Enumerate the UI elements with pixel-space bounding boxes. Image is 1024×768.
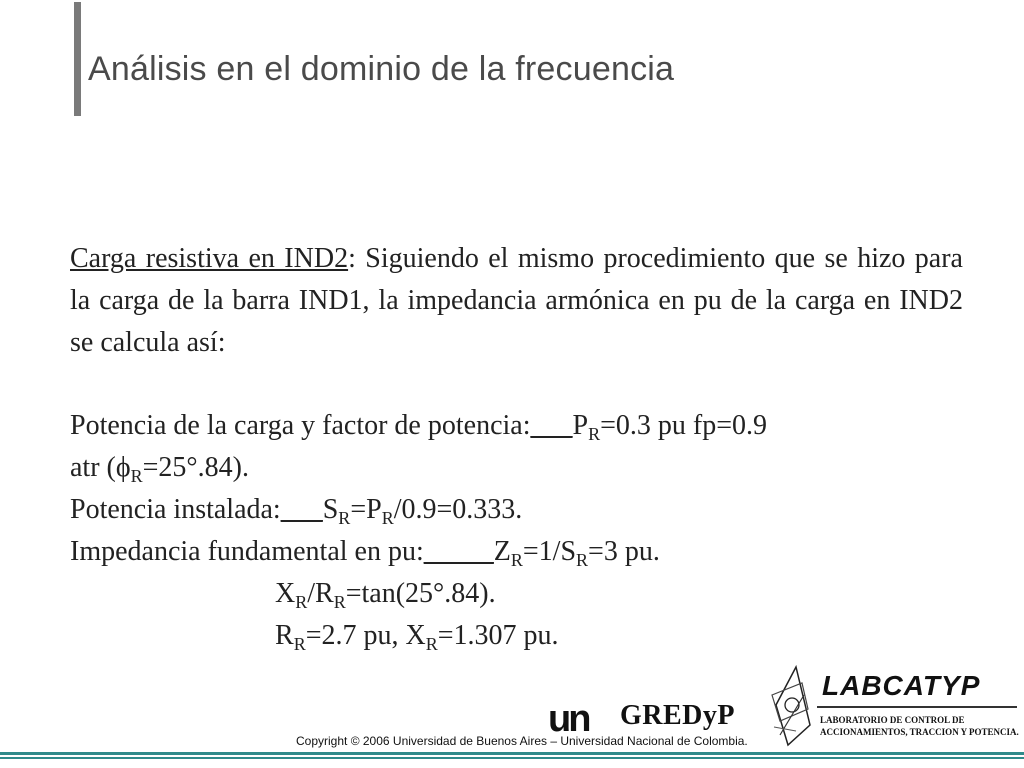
zr-subscript: R <box>510 550 523 570</box>
xr-symbol: X <box>275 578 296 609</box>
pr-symbol: P <box>572 410 589 441</box>
blank-line: ___ <box>280 494 323 525</box>
zr-value: =3 pu. <box>588 536 660 567</box>
power-factor-line <box>70 410 767 442</box>
labcatyp-subtitle <box>820 714 1019 738</box>
sr-subscript: R <box>338 508 351 528</box>
xr-subscript: R <box>425 634 438 654</box>
pr-value: =0.3 pu fp=0.9 <box>600 410 767 441</box>
blank-line: ___ <box>530 410 573 441</box>
phi-value: =25°.84). <box>142 452 249 483</box>
labcatyp-subtitle-line2: ACCIONAMIENTOS, TRACCION Y POTENCIA. <box>820 727 1019 737</box>
slide-title: Análisis en el dominio de la frecuencia <box>88 50 675 88</box>
gredyp-logo: GREDyP <box>620 700 735 731</box>
xr-value: =1.307 pu. <box>437 620 559 651</box>
sr-symbol: =1/S <box>522 536 577 567</box>
power-factor-label: Potencia de la carga y factor de potencia: <box>70 410 531 441</box>
un-logo: un <box>548 698 589 740</box>
ratio-value: =tan(25°.84). <box>345 578 496 609</box>
labcatyp-subtitle-line1: LABORATORIO DE CONTROL DE <box>820 715 965 725</box>
phi-symbol: ϕ <box>115 452 131 483</box>
intro-heading: Carga resistiva en IND2 <box>70 243 349 274</box>
installed-power-line <box>70 494 522 526</box>
zr-symbol: Z <box>493 536 511 567</box>
sr-value: /0.9=0.333. <box>393 494 523 525</box>
sr-symbol: S <box>322 494 339 525</box>
pr-symbol: =P <box>350 494 382 525</box>
rr-xr-values-line <box>275 620 559 652</box>
phi-subscript: R <box>130 466 143 486</box>
sr-subscript: R <box>576 550 589 570</box>
rr-symbol: R <box>275 620 294 651</box>
atr-label: atr ( <box>70 452 116 483</box>
xr-subscript: R <box>295 592 308 612</box>
pr-subscript: R <box>588 424 601 444</box>
footer-rule-top <box>0 752 1024 755</box>
impedance-label: Impedancia fundamental en pu: <box>70 536 424 567</box>
copyright-notice: Copyright © 2006 Universidad de Buenos Aires – Universidad Nacional de Colombia. <box>296 734 748 748</box>
fundamental-impedance-line <box>70 536 660 568</box>
labcatyp-emblem-icon <box>766 665 816 749</box>
rr-symbol: /R <box>307 578 334 609</box>
intro-paragraph <box>70 238 963 364</box>
footer-rule-bottom <box>0 757 1024 759</box>
rr-subscript: R <box>293 634 306 654</box>
labcatyp-divider <box>817 706 1017 708</box>
intro-text: : Siguiendo el mismo procedimiento que se hizo para la carga de la barra IND1, la impedancia armónica en pu de la carga en IND2 se calcula así: <box>70 243 963 358</box>
pr-subscript: R <box>381 508 394 528</box>
blank-line: _____ <box>423 536 494 567</box>
installed-power-label: Potencia instalada: <box>70 494 281 525</box>
rr-subscript: R <box>333 592 346 612</box>
xr-rr-ratio-line <box>275 578 496 610</box>
rr-value: =2.7 pu, X <box>305 620 426 651</box>
labcatyp-logo: LABCATYP <box>822 670 981 701</box>
title-accent-bar <box>74 2 81 116</box>
phase-angle-line <box>70 452 249 484</box>
